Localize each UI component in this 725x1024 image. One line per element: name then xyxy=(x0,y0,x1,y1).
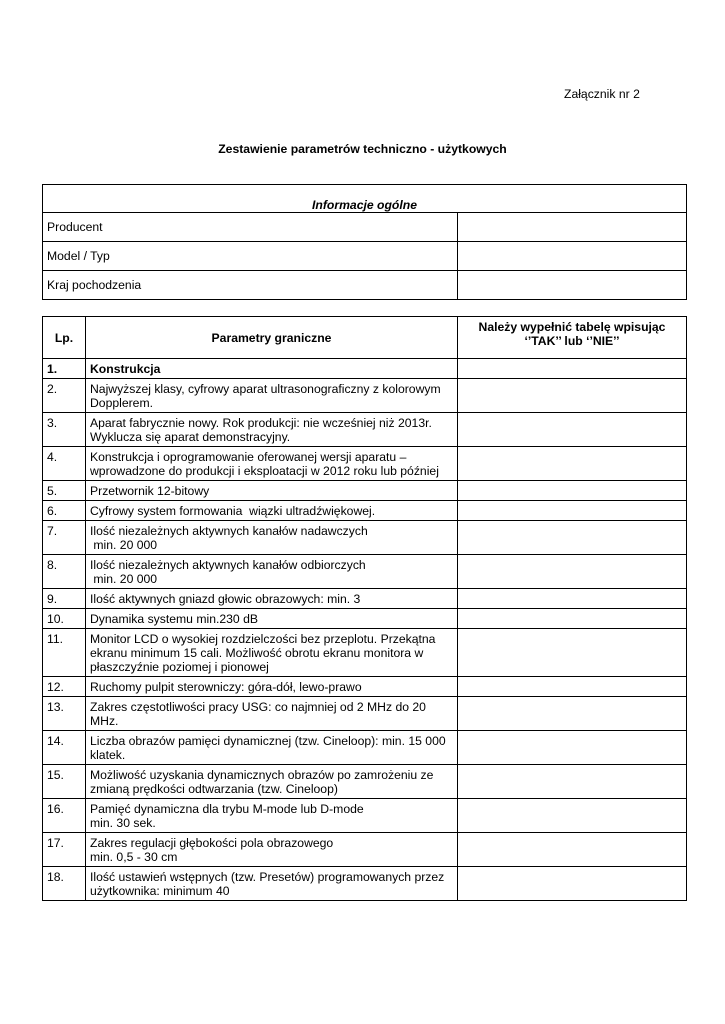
parameter-row xyxy=(43,833,687,867)
parameter-answer-field[interactable] xyxy=(458,697,687,731)
parameter-description: Ilość niezależnych aktywnych kanałów nadawczych min. 20 000 xyxy=(86,521,458,555)
parameter-row xyxy=(43,555,687,589)
parameter-answer-field[interactable] xyxy=(458,765,687,799)
parameter-number: 4. xyxy=(43,447,86,481)
document-title: Zestawienie parametrów techniczno - użytkowych xyxy=(218,142,507,156)
general-info-header: Informacje ogólne xyxy=(43,185,687,213)
parameter-description: Ilość niezależnych aktywnych kanałów odbiorczych min. 20 000 xyxy=(86,555,458,589)
parameter-row xyxy=(43,629,687,677)
parameter-number: 15. xyxy=(43,765,86,799)
parameters-body xyxy=(43,359,687,901)
parameter-row xyxy=(43,867,687,901)
parameter-row xyxy=(43,765,687,799)
parameter-description: Możliwość uzyskania dynamicznych obrazów po zamrożeniu ze zmianą prędkości odtwarzania (tzw. Cineloop) xyxy=(86,765,458,799)
parameter-row xyxy=(43,359,687,379)
parameter-answer-field[interactable] xyxy=(458,481,687,501)
parameter-answer-field[interactable] xyxy=(458,447,687,481)
annex-label: Załącznik nr 2 xyxy=(564,87,640,101)
parameter-number: 2. xyxy=(43,379,86,413)
parameter-answer-field[interactable] xyxy=(458,379,687,413)
general-info-value-field[interactable] xyxy=(458,242,687,271)
parameter-row xyxy=(43,589,687,609)
parameter-description: Cyfrowy system formowania wiązki ultradźwiękowej. xyxy=(86,501,458,521)
parameter-row xyxy=(43,697,687,731)
parameter-answer-field[interactable] xyxy=(458,589,687,609)
parameter-description: Konstrukcja i oprogramowanie oferowanej wersji aparatu – wprowadzone do produkcji i eksploatacji w 2012 roku lub później xyxy=(86,447,458,481)
general-info-value-field[interactable] xyxy=(458,271,687,300)
parameter-answer-field[interactable] xyxy=(458,521,687,555)
parameter-number: 13. xyxy=(43,697,86,731)
parameters-column-header: Parametry graniczne xyxy=(86,317,458,359)
parameter-row xyxy=(43,521,687,555)
parameter-number: 14. xyxy=(43,731,86,765)
parameter-answer-field[interactable] xyxy=(458,731,687,765)
parameter-description: Ruchomy pulpit sterowniczy: góra-dół, lewo-prawo xyxy=(86,677,458,697)
parameter-row xyxy=(43,501,687,521)
parameter-answer-field[interactable] xyxy=(458,501,687,521)
general-info-label: Model / Typ xyxy=(43,242,458,271)
parameter-description: Konstrukcja xyxy=(86,359,458,379)
general-info-label: Producent xyxy=(43,213,458,242)
parameter-description: Przetwornik 12-bitowy xyxy=(86,481,458,501)
parameter-answer-field[interactable] xyxy=(458,609,687,629)
parameter-row xyxy=(43,609,687,629)
lp-column-header: Lp. xyxy=(43,317,86,359)
parameter-answer-field[interactable] xyxy=(458,867,687,901)
parameter-description: Zakres częstotliwości pracy USG: co najmniej od 2 MHz do 20 MHz. xyxy=(86,697,458,731)
parameter-row xyxy=(43,447,687,481)
general-info-value-field[interactable] xyxy=(458,213,687,242)
parameter-number: 3. xyxy=(43,413,86,447)
parameter-row xyxy=(43,413,687,447)
parameters-header-row xyxy=(43,317,687,359)
parameter-number: 11. xyxy=(43,629,86,677)
parameter-description: Ilość aktywnych gniazd głowic obrazowych: min. 3 xyxy=(86,589,458,609)
parameter-number: 8. xyxy=(43,555,86,589)
general-info-row xyxy=(43,242,687,271)
parameter-number: 16. xyxy=(43,799,86,833)
general-info-label: Kraj pochodzenia xyxy=(43,271,458,300)
general-info-header-row xyxy=(43,185,687,213)
parameter-number: 5. xyxy=(43,481,86,501)
parameter-row xyxy=(43,731,687,765)
parameter-answer-field[interactable] xyxy=(458,413,687,447)
parameters-table xyxy=(42,316,687,901)
parameter-row xyxy=(43,481,687,501)
parameter-description: Zakres regulacji głębokości pola obrazowego min. 0,5 - 30 cm xyxy=(86,833,458,867)
parameter-number: 10. xyxy=(43,609,86,629)
parameter-number: 7. xyxy=(43,521,86,555)
parameter-number: 6. xyxy=(43,501,86,521)
parameter-row xyxy=(43,799,687,833)
parameter-number: 12. xyxy=(43,677,86,697)
parameter-answer-field[interactable] xyxy=(458,799,687,833)
parameter-description: Dynamika systemu min.230 dB xyxy=(86,609,458,629)
parameter-description: Liczba obrazów pamięci dynamicznej (tzw. Cineloop): min. 15 000 klatek. xyxy=(86,731,458,765)
parameter-row xyxy=(43,677,687,697)
general-info-row xyxy=(43,213,687,242)
parameter-number: 17. xyxy=(43,833,86,867)
parameter-answer-field[interactable] xyxy=(458,629,687,677)
parameter-number: 18. xyxy=(43,867,86,901)
parameter-answer-field[interactable] xyxy=(458,359,687,379)
parameter-description: Pamięć dynamiczna dla trybu M-mode lub D-mode min. 30 sek. xyxy=(86,799,458,833)
general-info-table xyxy=(42,184,687,300)
parameter-description: Najwyższej klasy, cyfrowy aparat ultrasonograficzny z kolorowym Dopplerem. xyxy=(86,379,458,413)
general-info-row xyxy=(43,271,687,300)
parameter-row xyxy=(43,379,687,413)
parameter-answer-field[interactable] xyxy=(458,677,687,697)
parameter-answer-field[interactable] xyxy=(458,555,687,589)
parameter-answer-field[interactable] xyxy=(458,833,687,867)
parameter-description: Aparat fabrycznie nowy. Rok produkcji: nie wcześniej niż 2013r. Wyklucza się aparat demonstracyjny. xyxy=(86,413,458,447)
parameter-number: 1. xyxy=(43,359,86,379)
parameter-number: 9. xyxy=(43,589,86,609)
parameter-description: Ilość ustawień wstępnych (tzw. Presetów) programowanych przez użytkownika: minimum 40 xyxy=(86,867,458,901)
answer-column-header: Należy wypełnić tabelę wpisując ‘’TAK’’ lub ‘’NIE’’ xyxy=(458,317,687,359)
parameter-description: Monitor LCD o wysokiej rozdzielczości bez przeplotu. Przekątna ekranu minimum 15 cali. Możliwość obrotu ekranu monitora w płaszczyźnie poziomej i pionowej xyxy=(86,629,458,677)
